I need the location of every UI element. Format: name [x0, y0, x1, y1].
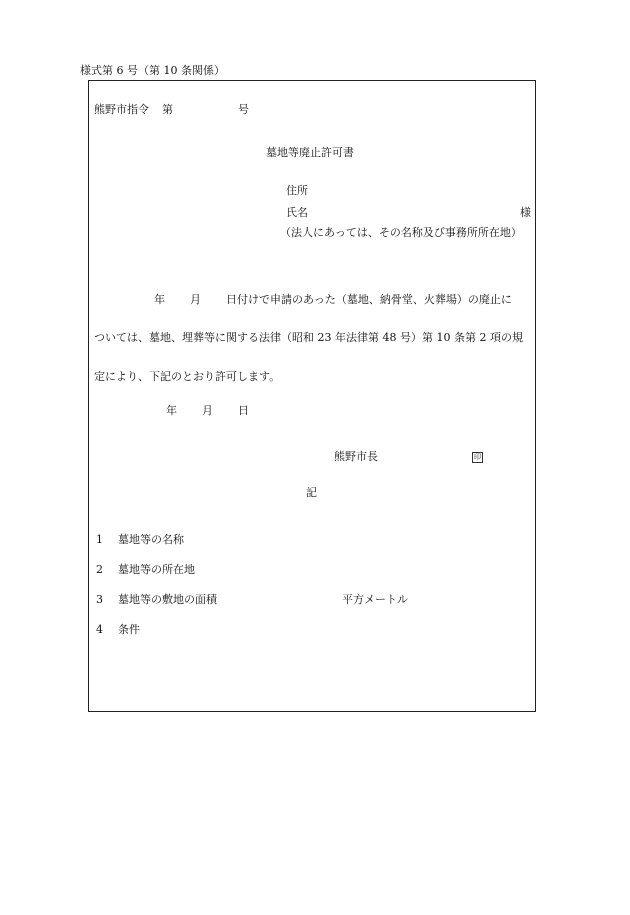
item-3-num: 3: [96, 593, 103, 606]
date-day: 日: [238, 404, 249, 417]
ki-heading: 記: [306, 486, 317, 499]
item-1-num: 1: [96, 533, 103, 546]
body-line1: 日付けで申請のあった（墓地、納骨堂、火葬場）の廃止に: [226, 293, 512, 306]
date-year: 年: [166, 404, 177, 417]
item-2-label: 墓地等の所在地: [118, 563, 195, 576]
honorific-sama: 様: [520, 206, 531, 219]
address-label: 住所: [286, 184, 308, 197]
permit-form: [88, 80, 536, 712]
signer-title: 熊野市長: [334, 450, 378, 463]
item-4-label: 条件: [118, 623, 140, 636]
number-go: 号: [238, 103, 249, 116]
item-3-label: 墓地等の敷地の面積: [118, 593, 217, 606]
seal-icon: 印: [474, 452, 481, 461]
body-year: 年: [154, 293, 165, 306]
number-dai: 第: [162, 103, 173, 116]
corporate-note: （法人にあっては、その名称及び事務所所在地）: [280, 226, 522, 239]
item-4-num: 4: [96, 623, 103, 636]
body-month: 月: [190, 293, 201, 306]
item-2-num: 2: [96, 563, 103, 576]
date-month: 月: [202, 404, 213, 417]
item-3-value: 平方メートル: [342, 593, 408, 606]
document-title: 墓地等廃止許可書: [266, 146, 354, 159]
item-1-label: 墓地等の名称: [118, 533, 184, 546]
seal-mark: [472, 450, 483, 464]
name-label: 氏名: [286, 206, 308, 219]
issuer-label: 熊野市指令: [94, 103, 149, 116]
form-number: 様式第 6 号（第 10 条関係）: [80, 64, 225, 77]
body-line2: ついては、墓地、埋葬等に関する法律（昭和 23 年法律第 48 号）第 10 条第 2 項の規: [94, 331, 523, 344]
body-line3: 定により、下記のとおり許可します。: [94, 370, 281, 383]
